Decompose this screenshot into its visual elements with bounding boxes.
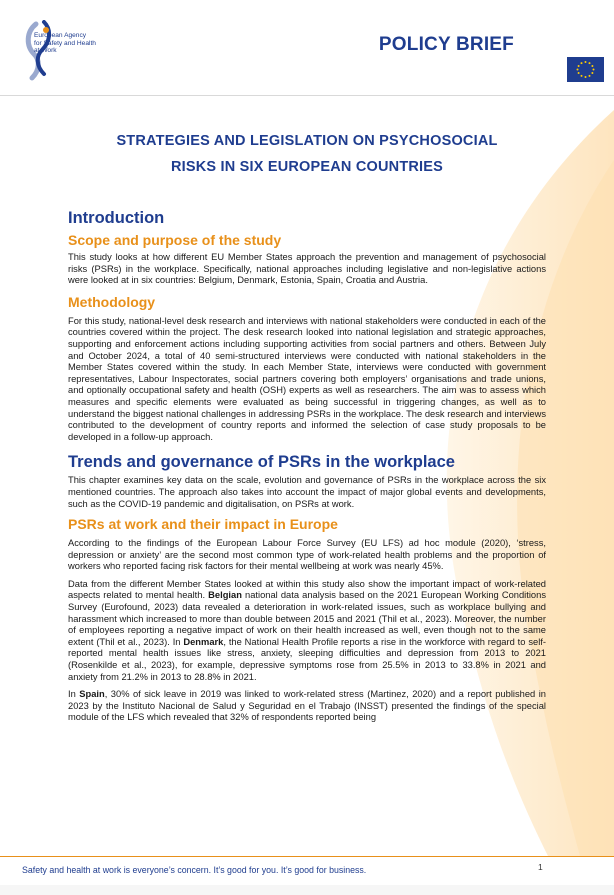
eu-flag-icon — [567, 57, 604, 82]
org-line-1: European Agency — [34, 32, 87, 39]
heading-methodology: Methodology — [68, 293, 156, 310]
paragraph-impact-1: According to the findings of the European Labour Force Survey (EU LFS) ad hoc module (2020), ‘stress, depression or anxiety’ are the second most common type of work-related health problems and the proportion of workers who reported facing risk factors for their mental wellbeing at work was nearly 45%. — [68, 538, 546, 572]
document-title — [0, 128, 614, 180]
document-body — [68, 207, 546, 724]
country-denmark: Denmark — [183, 636, 224, 647]
footer-band — [0, 885, 614, 895]
org-line-2: for Safety and Health — [34, 39, 96, 47]
heading-scope: Scope and purpose of the study — [68, 232, 282, 248]
heading-impact: PSRs at work and their impact in Europe — [68, 516, 338, 533]
header-divider — [0, 95, 614, 96]
paragraph-impact-3 — [68, 689, 546, 724]
footer-divider — [0, 856, 614, 857]
paragraph-scope: This study looks at how different EU Member States approach the prevention and management of psychosocial risks (PSRs) in the workplace. Specifically, national approaches including legislative and non-legislative actions were looked at in six countries: Belgium, Denmark, Estonia, Spain, Croatia and Austria. — [68, 252, 546, 286]
footer-slogan: Safety and health at work is everyone’s concern. It’s good for you. It’s good for business. — [22, 865, 367, 875]
impact-3-text-a: In — [68, 689, 76, 700]
country-belgian: Belgian — [208, 590, 242, 601]
impact-2-text-b: national data analysis based on the 2021 European Working Conditions Survey (Eurofound, 2023) data revealed a deterioration in work-related issues, such as workplace bullying and harassment which increased to more than double between 2015 and 2021 (Thil et al., 2023). Moreover, the number of employees reporting a negative impact of work on their health increased as well, even though not to the same extent (Thil et al., 2023). In — [68, 590, 546, 647]
paragraph-trends: This chapter examines key data on the scale, evolution and governance of PSRs in the workplace across the six mentioned countries. The approach also takes into account the impact of major global events and developments, such as the COVID-19 pandemic and digitalisation, on PSRs at work. — [68, 475, 546, 509]
impact-2-text-c: , the National Health Profile reports a rise in the workforce with regard to self-reported mental health issues like stress, anxiety, sleeping difficulties and depression from 2013 to 2021 (Rosenkilde et al., 2023), for example, depressive symptoms rose from 25.5% in 2013 to 33.8% in 2021 and anxiety from 21.2% in 2013 to 28.8% in 2021. — [68, 636, 546, 682]
document-type-label: POLICY BRIEF — [378, 34, 514, 55]
organisation-name — [34, 32, 96, 55]
org-line-3: at Work — [34, 47, 57, 55]
heading-trends: Trends and governance of PSRs in the workplace — [68, 453, 455, 472]
country-spain: Spain — [79, 689, 105, 700]
paragraph-methodology: For this study, national-level desk research and interviews with national stakeholders were conducted in each of the countries covered within the project. The desk research looked into national legislation and strategic approaches, supporting and enforcement actions including supporting activities from social partners and others. Between July and October 2024, a total of 40 semi-structured interviews were conducted with national stakeholders in the Member States covered within the study. In each Member State, interviews were conducted with government representatives, Labour Inspectorates, social partners covering both employers’ organisations and trade unions, and optionally occupational safety and health (OSH) experts as well as researchers. The aim was to assess which measures and specific elements were evaluated as being successful in triggering changes, as well as to understand the biggest national challenges in addressing PSRs in the workplace. The desk research and interviews contributed to the development of country reports and informed the selection of case study proposals to be developed in a follow-up approach. — [68, 315, 546, 442]
impact-2-text-a: Data from the different Member States looked at within this study also show the important impact of work-related aspects related to mental health. — [68, 578, 546, 601]
title-line-1: STRATEGIES AND LEGISLATION ON PSYCHOSOCIAL — [116, 133, 498, 149]
paragraph-impact-2 — [68, 579, 546, 683]
title-line-2: RISKS IN SIX EUROPEAN COUNTRIES — [170, 159, 444, 175]
page-number: 1 — [538, 862, 543, 872]
page-header — [0, 0, 614, 95]
heading-introduction: Introduction — [68, 209, 165, 227]
impact-3-text-b: , 30% of sick leave in 2019 was linked to work-related stress (Martinez, 2020) and a report published in 2023 by the Instituto Nacional de Salud y Seguridad en el Trabajo (INSST) presented the findings of the special module of the LFS which revealed that 32% of respondents reported being — [68, 689, 546, 723]
